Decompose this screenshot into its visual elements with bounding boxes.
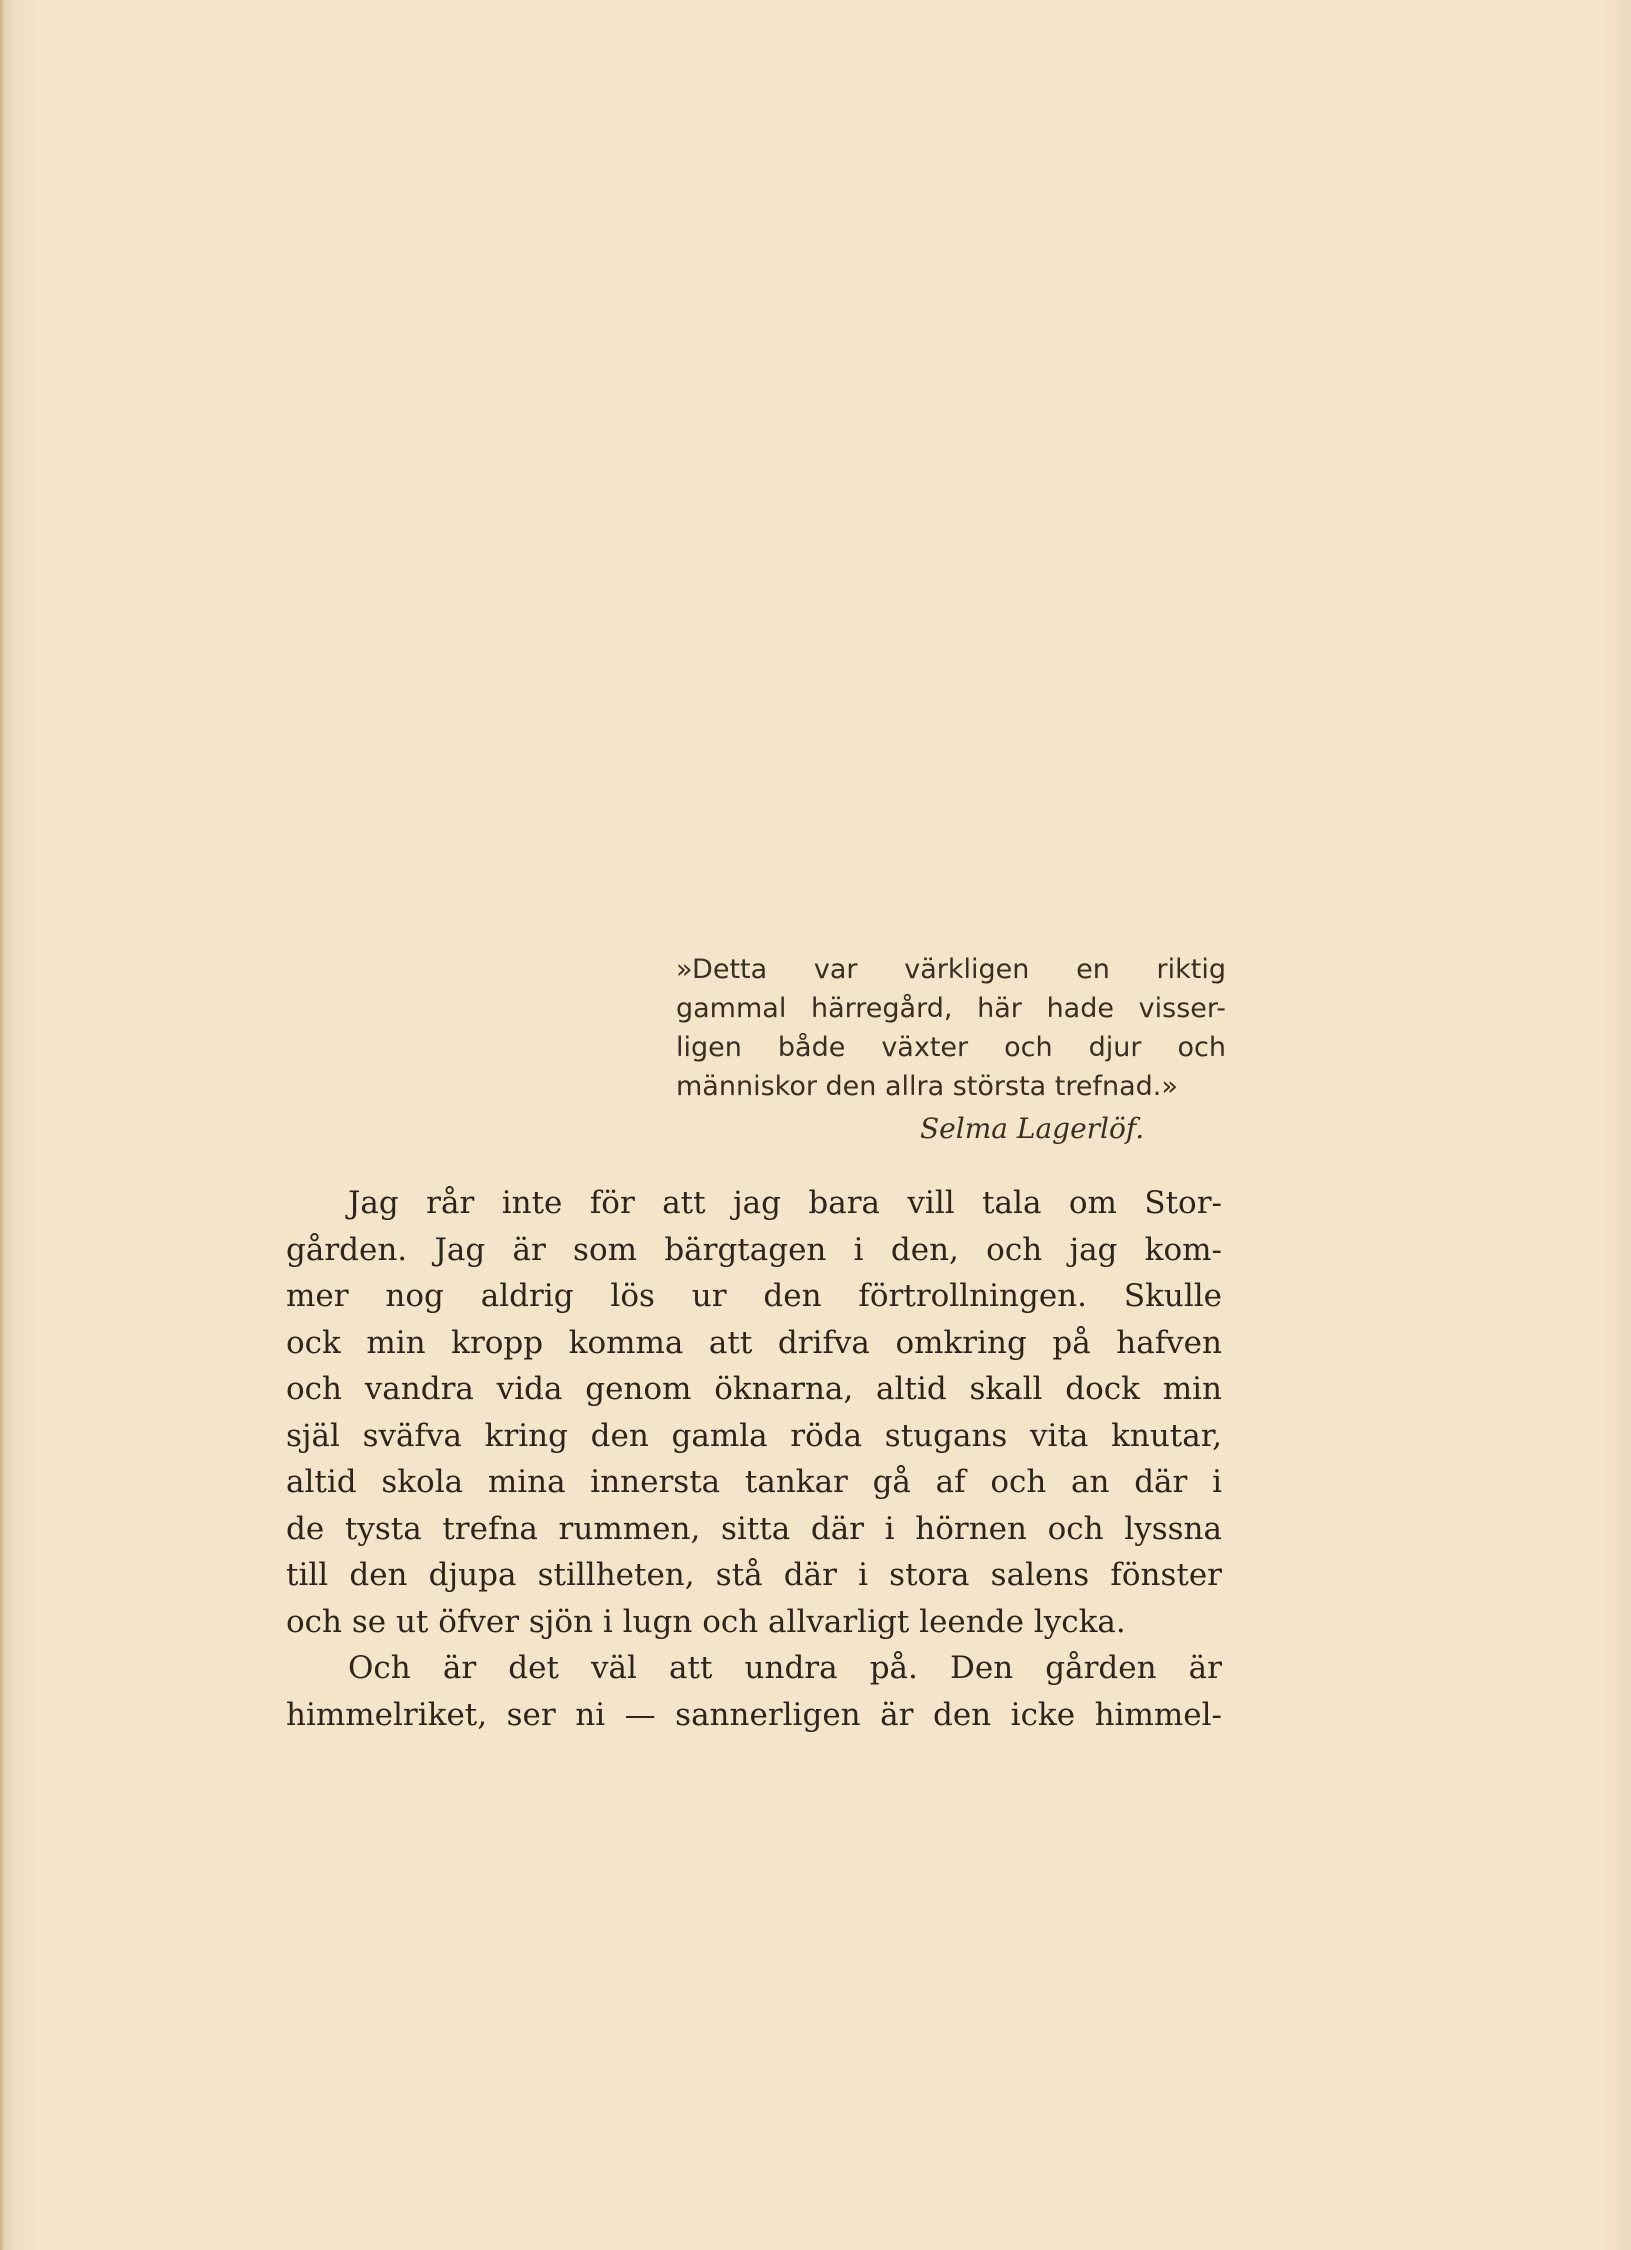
body-line: de tysta trefna rummen, sitta där i hörnen och lyssna [286,1510,1222,1547]
body-line: altid skola mina innersta tankar gå af och an där i [286,1464,1222,1500]
body-line: Och är det väl att undra på. Den gården är [348,1650,1222,1686]
epigraph-attribution: Selma Lagerlöf. [920,1112,1145,1145]
body-paragraphs [286,1180,1222,1738]
body-line: och vandra vida genom öknarna, altid skall dock min [286,1371,1222,1407]
body-line: till den djupa stillheten, stå där i stora salens fönster [286,1557,1222,1593]
body-line: och se ut öfver sjön i lugn och allvarligt leende lycka. [286,1603,1126,1640]
epigraph-line: »Detta var värkligen en riktig [676,954,1226,985]
body-line: himmelriket, ser ni — sannerligen är den icke himmel- [286,1696,1222,1733]
epigraph-line: ligen både växter och djur och [676,1032,1226,1063]
epigraph-line: gammal härregård, här hade visser- [676,993,1226,1024]
body-line: mer nog aldrig lös ur den förtrollningen. Skulle [286,1278,1222,1314]
epigraph-quote [676,950,1226,1106]
body-line: själ sväfva kring den gamla röda stugans vita knutar, [286,1417,1222,1454]
body-line: ock min kropp komma att drifva omkring på hafven [286,1324,1222,1361]
epigraph-line: människor den allra största trefnad.» [676,1071,1178,1102]
body-line: gården. Jag är som bärgtagen i den, och jag kom- [286,1231,1222,1268]
body-line: Jag rår inte för att jag bara vill tala om Stor- [348,1185,1222,1221]
page-binding-edge [0,0,6,2250]
